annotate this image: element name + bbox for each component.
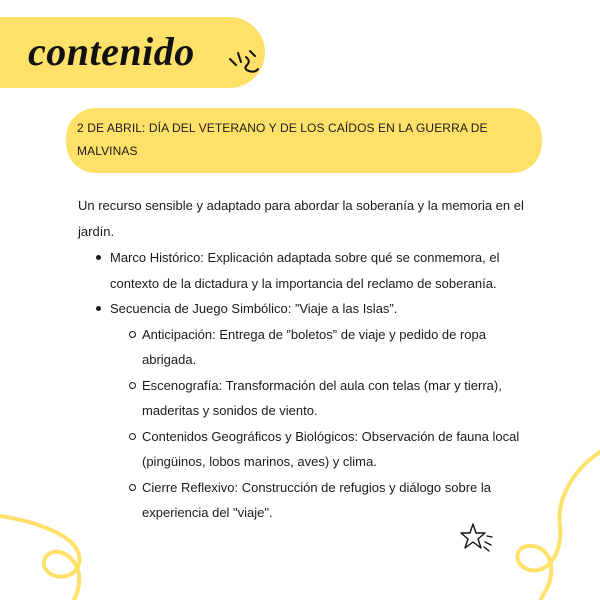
bullet-dot [96, 306, 101, 311]
page-title: contenido [28, 29, 195, 74]
swirl-left [0, 516, 80, 600]
sub-list-item-text: Contenidos Geográficos y Biológicos: Observación de fauna local (pingüinos, lobos marinos, aves) y clima. [142, 428, 520, 469]
bullet-ring [129, 382, 136, 389]
bullet-list [110, 245, 530, 526]
bullet-ring [129, 331, 136, 338]
list-item-text: Secuencia de Juego Simbólico: ”Viaje a las Islas”. [110, 301, 398, 316]
star-doodle-icon [458, 520, 494, 554]
list-item [110, 245, 530, 296]
sub-list-item-text: Escenografía: Transformación del aula con telas (mar y tierra), maderitas y sonidos de viento. [142, 377, 502, 418]
list-item [110, 296, 530, 526]
section-heading-box [66, 108, 542, 173]
bullet-dot [96, 255, 101, 260]
title-banner [0, 17, 265, 88]
sub-list-item-text: Cierre Reflexivo: Construcción de refugios y diálogo sobre la experiencia del "viaje". [142, 479, 492, 520]
section-heading: 2 DE ABRIL: DÍA DEL VETERANO Y DE LOS CAÍDOS EN LA GUERRA DE MALVINAS [77, 121, 488, 158]
list-item-text: Marco Histórico: Explicación adaptada sobre qué se conmemora, el contexto de la dictadura y la importancia del reclamo de soberanía. [110, 250, 500, 291]
sub-list-item-text: Anticipación: Entrega de ”boletos” de viaje y pedido de ropa abrigada. [142, 326, 486, 367]
sub-list-item [142, 373, 526, 424]
bullet-ring [129, 484, 136, 491]
sub-list [110, 322, 526, 526]
sub-list-item [142, 322, 526, 373]
sub-list-item [142, 424, 526, 475]
bullet-ring [129, 433, 136, 440]
intro-paragraph: Un recurso sensible y adaptado para abordar la soberanía y la memoria en el jardín. [78, 198, 524, 239]
sparkle-doodle-icon [224, 39, 264, 75]
sub-list-item [142, 475, 526, 526]
